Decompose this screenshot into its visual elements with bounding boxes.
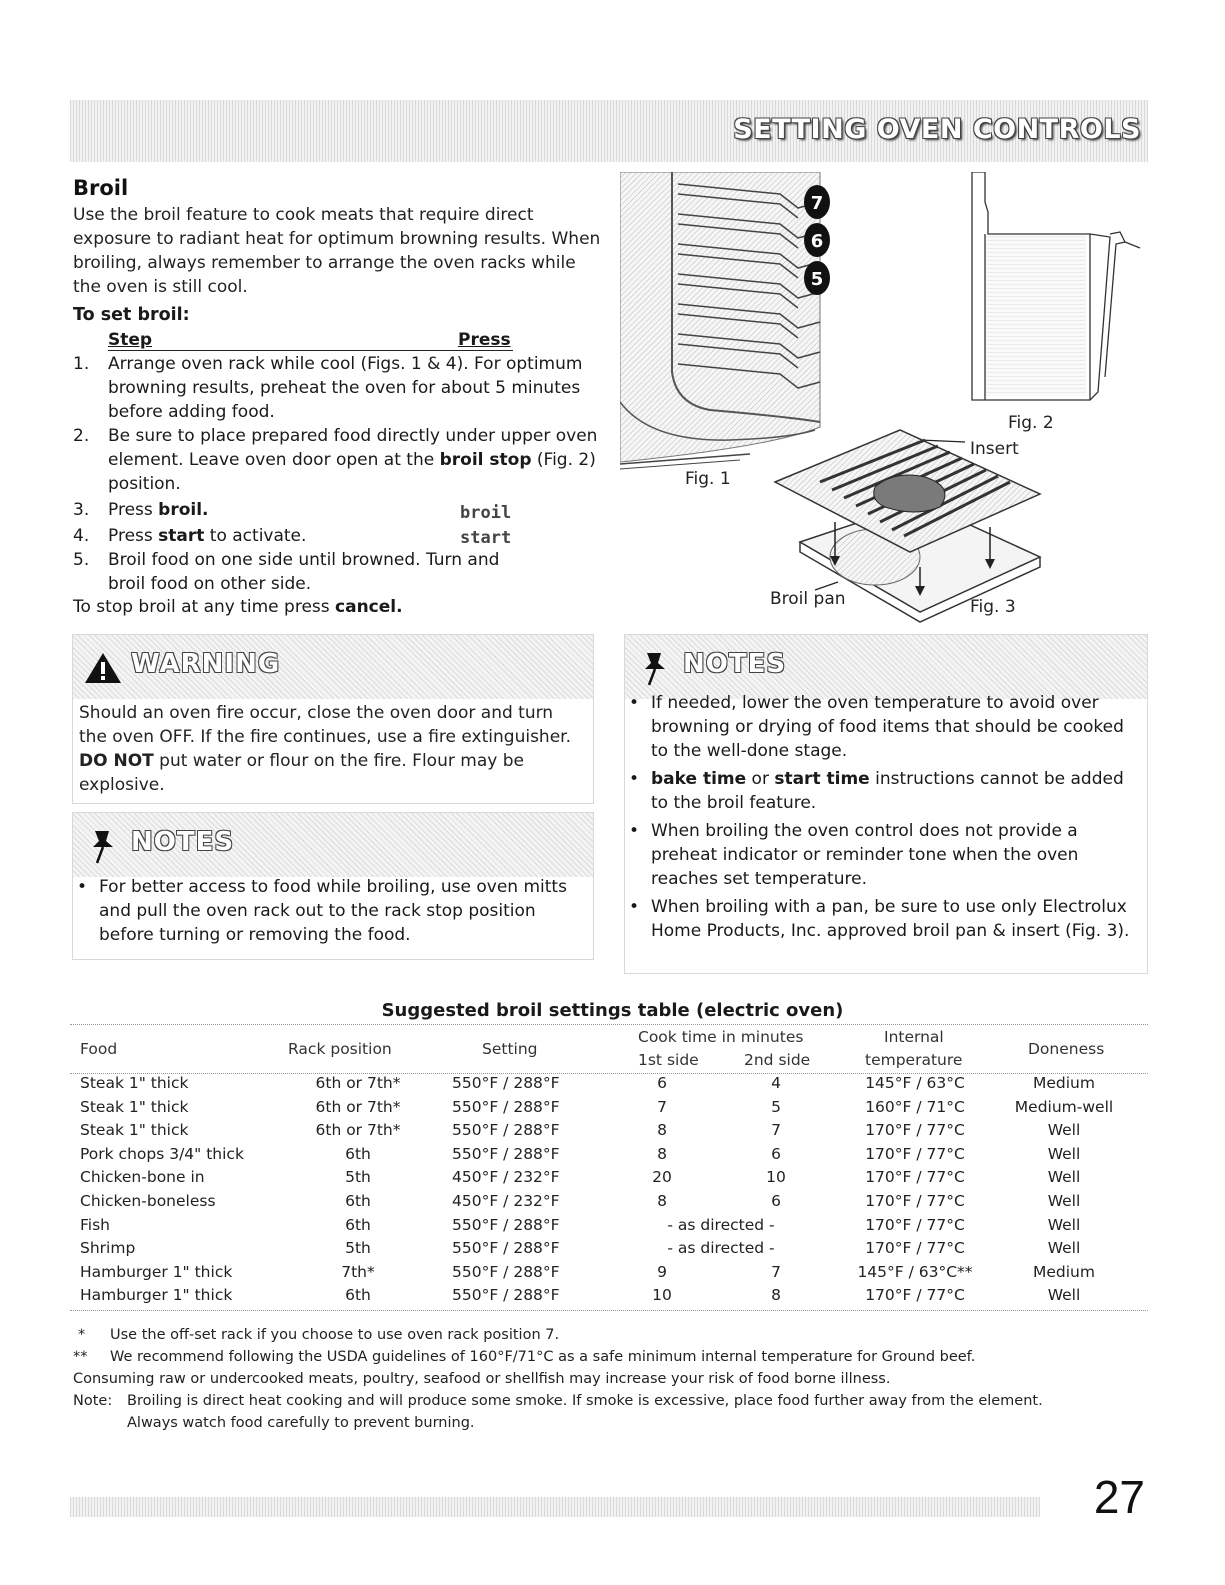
step-column-header: Step	[108, 330, 153, 350]
cell-internal: 170°F / 77°C	[865, 1144, 965, 1163]
oven-rack-illustration	[620, 172, 1160, 632]
header-rack: Rack position	[288, 1040, 392, 1058]
header-setting: Setting	[482, 1040, 538, 1058]
cell-doneness: Well	[1047, 1286, 1081, 1305]
cell-side2: 7	[771, 1121, 781, 1140]
broil-intro: Use the broil feature to cook meats that require direct exposure to radiant heat for optimum browning results. When broiling, always remember to arrange the oven racks while the oven is still cool.	[73, 205, 601, 297]
cell-setting: 550°F / 288°F	[452, 1239, 560, 1258]
cell-food: Steak 1" thick	[80, 1121, 189, 1140]
table-row	[70, 1216, 1148, 1240]
cell-side1: - as directed -	[667, 1215, 775, 1234]
cell-side1: 10	[652, 1286, 672, 1305]
cell-setting: 450°F / 232°F	[452, 1168, 560, 1187]
table-row	[70, 1192, 1148, 1216]
cell-internal: 170°F / 77°C	[865, 1286, 965, 1305]
step-4	[73, 524, 603, 548]
notes-right-box	[624, 634, 1148, 974]
table-row	[70, 1239, 1148, 1263]
table-row	[70, 1074, 1148, 1098]
cell-side1: 8	[657, 1144, 667, 1163]
table-row	[70, 1168, 1148, 1192]
table-row	[70, 1145, 1148, 1169]
cell-internal: 170°F / 77°C	[865, 1215, 965, 1234]
header-cook-time: Cook time in minutes	[638, 1028, 804, 1046]
cell-side1: - as directed -	[667, 1239, 775, 1258]
cell-rack: 6th	[345, 1215, 371, 1234]
fig1-oven-cavity	[620, 172, 820, 469]
fig1-label: Fig. 1	[685, 469, 731, 489]
step-number: 5.	[73, 550, 90, 570]
press-column-header: Press	[458, 330, 511, 350]
cell-internal: 145°F / 63°C**	[857, 1262, 973, 1281]
step-number: 4.	[73, 526, 90, 546]
step-number: 3.	[73, 500, 90, 520]
footnote-1: Use the off-set rack if you choose to use oven rack position 7.	[110, 1327, 560, 1343]
cell-food: Steak 1" thick	[80, 1074, 189, 1092]
cell-side1: 20	[652, 1168, 672, 1187]
cell-rack: 6th or 7th*	[315, 1121, 401, 1140]
cell-rack: 6th	[345, 1192, 371, 1210]
fig2-label: Fig. 2	[1008, 413, 1054, 433]
cell-food: Pork chops 3/4" thick	[80, 1144, 244, 1163]
cell-internal: 145°F / 63°C	[865, 1074, 965, 1092]
cell-side1: 8	[657, 1121, 667, 1140]
page-number: 27	[1093, 1471, 1145, 1523]
cell-rack: 6th	[345, 1144, 371, 1163]
cell-side2: 5	[771, 1097, 781, 1116]
cell-food: Hamburger 1" thick	[80, 1262, 233, 1281]
cell-internal: 170°F / 77°C	[865, 1168, 965, 1187]
fig2-oven-door	[972, 172, 1140, 400]
cell-food: Shrimp	[80, 1239, 136, 1258]
header-temperature: temperature	[865, 1051, 963, 1069]
cell-food: Steak 1" thick	[80, 1097, 189, 1116]
pushpin-icon	[89, 829, 119, 865]
cell-side2: 7	[771, 1262, 781, 1281]
cell-food: Hamburger 1" thick	[80, 1286, 233, 1305]
table-title: Suggested broil settings table (electric oven)	[381, 1000, 844, 1021]
cell-side1: 7	[657, 1097, 667, 1116]
note-line-2: Always watch food carefully to prevent burning.	[127, 1415, 475, 1431]
table-row	[70, 1121, 1148, 1145]
footnote-2-mark: **	[73, 1349, 88, 1365]
cell-doneness: Medium	[1033, 1262, 1095, 1281]
cell-setting: 550°F / 288°F	[452, 1144, 560, 1163]
footnote-2: We recommend following the USDA guidelines of 160°F/71°C as a safe minimum internal temperature for Ground beef.	[110, 1349, 976, 1365]
warning-box	[72, 634, 594, 804]
insert-label: Insert	[970, 439, 1019, 459]
notes-right-list	[625, 691, 1130, 947]
cell-side2: 6	[771, 1144, 781, 1163]
cell-doneness: Well	[1047, 1215, 1081, 1234]
cell-doneness: Well	[1047, 1121, 1081, 1140]
list-item: • When broiling the oven control does not provide a preheat indicator or reminder tone when the oven reaches set temperature.	[629, 821, 1079, 889]
step-text: Broil food on one side until browned. Turn and broil food on other side.	[108, 550, 500, 594]
cell-food: Chicken-boneless	[80, 1192, 216, 1210]
list-item: • When broiling with a pan, be sure to use only Electrolux Home Products, Inc. approved broil pan & insert (Fig. 3).	[629, 897, 1130, 941]
cell-side1: 9	[657, 1262, 667, 1281]
header-doneness: Doneness	[1028, 1040, 1105, 1058]
rack-number-7: 7	[810, 193, 824, 214]
table-top-rule	[70, 1024, 1148, 1025]
fig3-label: Fig. 3	[970, 597, 1016, 617]
rack-number-badges	[804, 185, 830, 295]
to-set-broil-heading: To set broil:	[73, 305, 190, 325]
broil-key: broil	[460, 503, 512, 523]
step-5	[73, 548, 603, 596]
notes-left-list	[73, 875, 585, 951]
table-row	[70, 1263, 1148, 1287]
header-1st-side: 1st side	[638, 1051, 699, 1069]
cell-setting: 550°F / 288°F	[452, 1215, 560, 1234]
warning-text: Should an oven fire occur, close the oven door and turn the oven OFF. If the fire continues, use a fire extinguisher. DO NOT put water or flour on the fire. Flour may be explosive.	[79, 703, 571, 795]
cell-setting: 550°F / 288°F	[452, 1097, 560, 1116]
cell-doneness: Medium	[1033, 1074, 1095, 1092]
cell-rack: 6th or 7th*	[315, 1074, 401, 1092]
notes-right-title: NOTES	[683, 649, 787, 679]
cell-rack: 7th*	[341, 1262, 375, 1281]
cell-rack: 5th	[345, 1239, 371, 1258]
step-underline	[108, 350, 513, 351]
table-row	[70, 1098, 1148, 1122]
step-3	[73, 498, 603, 522]
cell-rack: 6th	[345, 1286, 371, 1305]
cell-side1: 6	[657, 1074, 667, 1092]
step-text: Arrange oven rack while cool (Figs. 1 & 4). For optimum browning results, preheat the oven for about 5 minutes before adding food.	[108, 354, 583, 422]
page-title: SETTING OVEN CONTROLS	[733, 114, 1141, 145]
pushpin-icon	[641, 651, 671, 687]
cell-doneness: Well	[1047, 1168, 1081, 1187]
step-1	[73, 352, 603, 424]
step-number: 1.	[73, 354, 90, 374]
step-text: Be sure to place prepared food directly under upper oven element. Leave oven door open at the broil stop (Fig. 2) position.	[108, 426, 598, 494]
cell-internal: 170°F / 77°C	[865, 1121, 965, 1140]
stop-broil-text: To stop broil at any time press cancel.	[73, 597, 403, 617]
rack-number-5: 5	[810, 269, 824, 290]
cell-internal: 160°F / 71°C	[865, 1097, 965, 1116]
header-food: Food	[80, 1040, 118, 1058]
list-item: • For better access to food while broiling, use oven mitts and pull the oven rack out to the rack stop position before turning or removing the food.	[77, 877, 567, 945]
cell-doneness: Well	[1047, 1192, 1081, 1210]
cell-side1: 8	[657, 1192, 667, 1210]
header-2nd-side: 2nd side	[744, 1051, 811, 1069]
cell-side2: 10	[766, 1168, 786, 1187]
cell-setting: 550°F / 288°F	[452, 1286, 560, 1305]
footer-bar	[70, 1497, 1040, 1517]
cell-side2: 6	[771, 1192, 781, 1210]
footnote-3: Consuming raw or undercooked meats, poultry, seafood or shellfish may increase your risk of food borne illness.	[73, 1371, 891, 1387]
step-2	[73, 424, 603, 496]
warning-triangle-icon	[83, 651, 123, 685]
footnote-1-mark: *	[78, 1327, 86, 1343]
step-text: Press broil.	[108, 500, 209, 520]
cell-setting: 450°F / 232°F	[452, 1192, 560, 1210]
cell-rack: 6th or 7th*	[315, 1097, 401, 1116]
cell-setting: 550°F / 288°F	[452, 1121, 560, 1140]
cell-side2: 4	[771, 1074, 781, 1092]
note-label: Note:	[73, 1393, 113, 1409]
rack-number-6: 6	[810, 231, 824, 252]
cell-food: Chicken-bone in	[80, 1168, 205, 1187]
cell-rack: 5th	[345, 1168, 371, 1187]
warning-title: WARNING	[131, 649, 281, 679]
notes-left-box	[72, 812, 594, 960]
cell-side2: 8	[771, 1286, 781, 1305]
step-text: Press start to activate.	[108, 526, 307, 546]
cell-setting: 550°F / 288°F	[452, 1262, 560, 1281]
cell-doneness: Medium-well	[1014, 1097, 1114, 1116]
broil-heading: Broil	[73, 176, 129, 200]
broil-pan-label: Broil pan	[770, 589, 846, 609]
cell-setting: 550°F / 288°F	[452, 1074, 560, 1092]
list-item: • If needed, lower the oven temperature to avoid over browning or drying of food items that should be cooked to the well-done stage.	[629, 693, 1124, 761]
cell-internal: 170°F / 77°C	[865, 1239, 965, 1258]
start-key: start	[460, 528, 512, 548]
table-row	[70, 1286, 1148, 1310]
header-internal: Internal	[884, 1028, 944, 1046]
notes-left-title: NOTES	[131, 827, 235, 857]
table-bottom-rule	[70, 1310, 1148, 1311]
step-number: 2.	[73, 426, 90, 446]
cell-doneness: Well	[1047, 1144, 1081, 1163]
cell-internal: 170°F / 77°C	[865, 1192, 965, 1210]
list-item: • bake time or start time instructions cannot be added to the broil feature.	[629, 769, 1124, 813]
cell-doneness: Well	[1047, 1239, 1081, 1258]
cell-food: Fish	[80, 1215, 110, 1234]
note-line-1: Broiling is direct heat cooking and will produce some smoke. If smoke is excessive, place food further away from the element.	[127, 1393, 1043, 1409]
